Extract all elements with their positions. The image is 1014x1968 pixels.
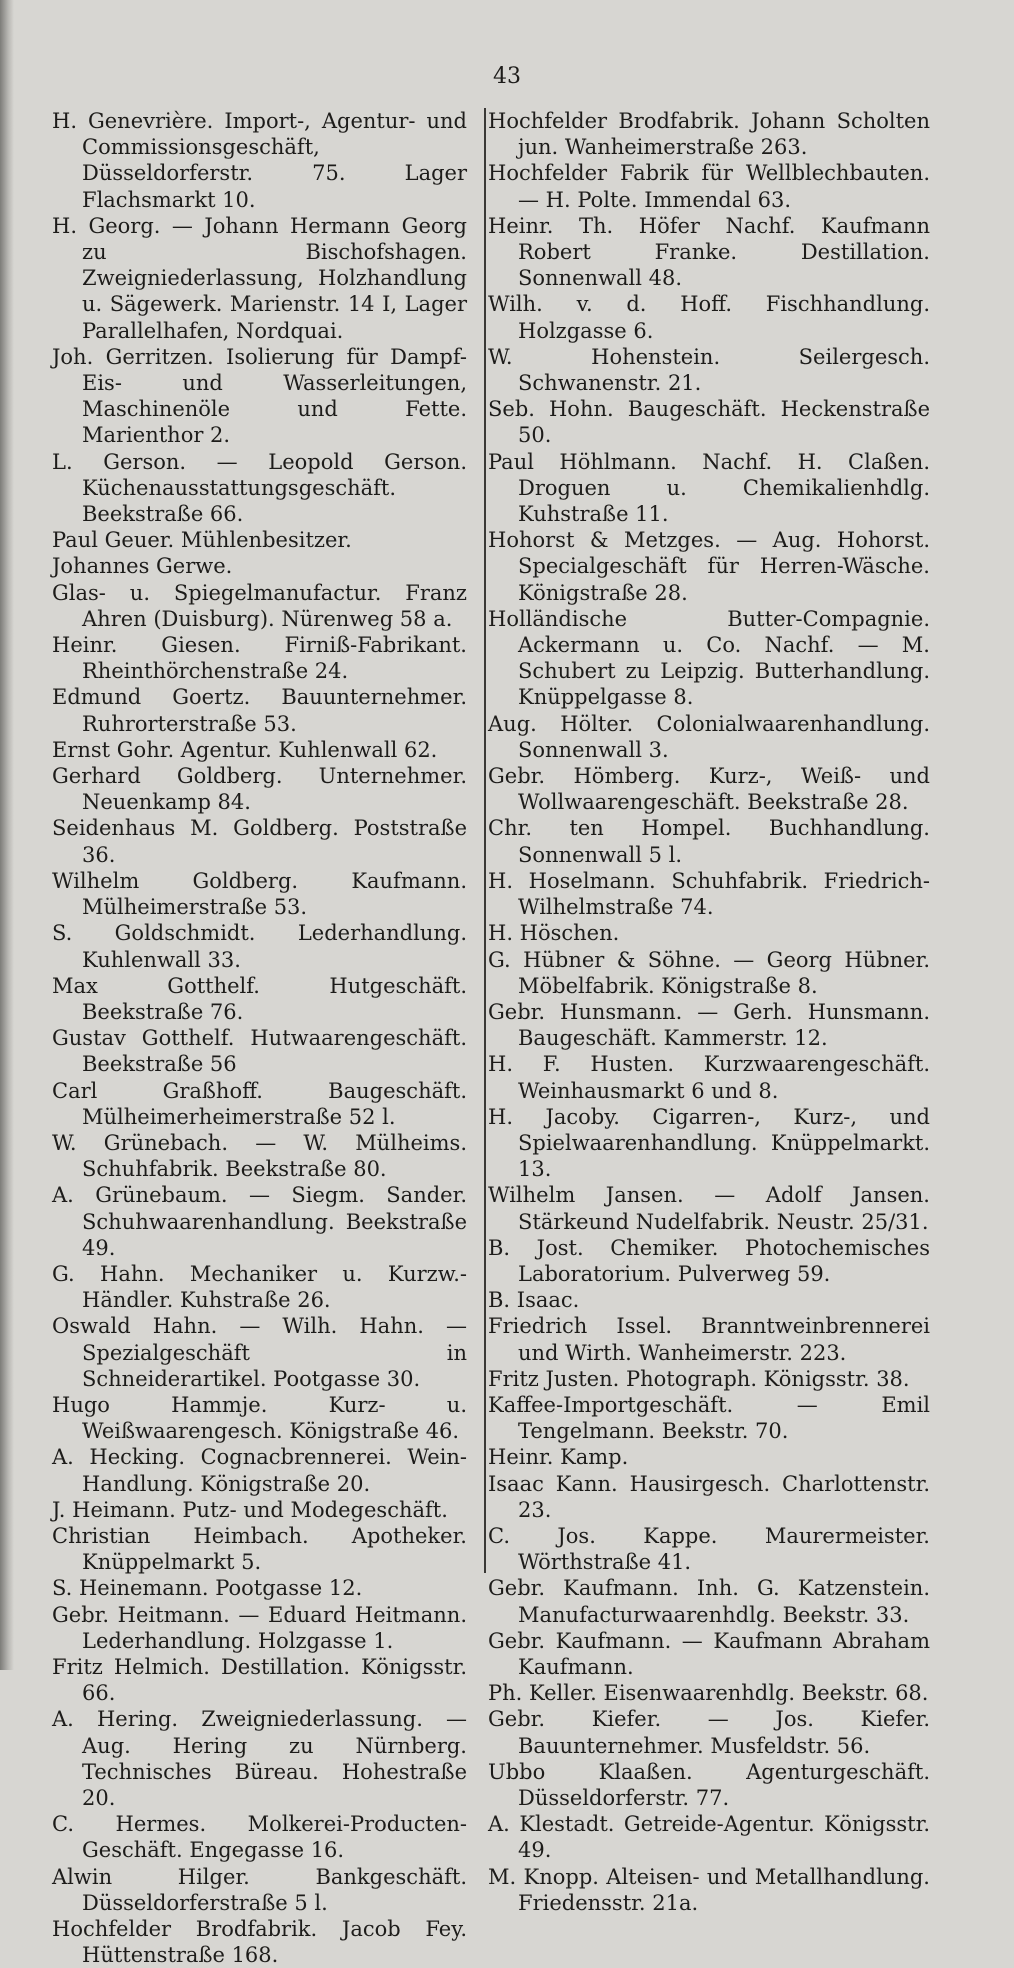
directory-entry: Edmund Goertz. Bauunternehmer. Ruhrorterstraße 53. [52,685,467,736]
directory-entry: Hugo Hammje. Kurz- u. Weißwaarengesch. Königstraße 46. [52,1392,467,1444]
directory-entry: Max Gotthelf. Hutgeschäft. Beekstraße 76. [52,973,467,1024]
directory-entry: Wilh. v. d. Hoff. Fischhandlung. Holzgasse 6. [488,292,930,343]
directory-entry: Isaac Kann. Hausirgesch. Charlottenstr. 23. [488,1471,930,1522]
directory-entry: J. Heimann. Putz- und Modegeschäft. [52,1497,448,1522]
directory-entry: Gebr. Hömberg. Kurz-, Weiß- und Wollwaarengeschäft. Beekstraße 28. [488,764,930,815]
directory-entry: Carl Graßhoff. Baugeschäft. Mülheimerheimerstraße 52 l. [52,1078,467,1129]
directory-entry: Ph. Keller. Eisenwaarenhdlg. Beekstr. 68. [488,1681,929,1706]
directory-entry: Oswald Hahn. — Wilh. Hahn. — Spezialgeschäft in Schneiderartikel. Pootgasse 30. [52,1314,467,1391]
directory-entry: Hochfelder Fabrik für Wellblechbauten. — H. Polte. Immendal 63. [488,161,930,212]
column-divider [484,108,486,1573]
directory-entry: Ubbo Klaaßen. Agenturgeschäft. Düsseldorferstr. 77. [488,1759,930,1810]
directory-entry: Gebr. Kiefer. — Jos. Kiefer. Bauunternehmer. Musfeldstr. 56. [488,1707,930,1758]
directory-entry: C. Jos. Kappe. Maurermeister. Wörthstraße 41. [488,1523,930,1575]
directory-entry: Kaffee-Importgeschäft. — Emil Tengelmann. Beekstr. 70. [488,1392,930,1444]
directory-entry: A. Klestadt. Getreide-Agentur. Königsstr. 49. [488,1812,930,1863]
directory-entry: C. Hermes. Molkerei-Producten-Geschäft. Engegasse 16. [52,1812,467,1863]
directory-entry: B. Jost. Chemiker. Photochemisches Laboratorium. Pulverweg 59. [488,1235,930,1286]
directory-entry: A. Grünebaum. — Siegm. Sander. Schuhwaarenhandlung. Beekstraße 49. [52,1183,467,1260]
directory-entry: Hohorst & Metzges. — Aug. Hohorst. Specialgeschäft für Herren-Wäsche. Königstraße 28. [488,528,930,605]
directory-entry: Hochfelder Brodfabrik. Jacob Fey. Hüttenstraße 168. [52,1917,467,1968]
directory-entry: H. Genevrière. Import-, Agentur- und Commissionsgeschäft, Düsseldorferstr. 75. Lager Flachsmarkt 10. [52,109,467,212]
directory-entry: B. Isaac. [488,1288,580,1313]
directory-entry: Gebr. Kaufmann. — Kaufmann Abraham Kaufmann. [488,1628,930,1679]
directory-entry: M. Knopp. Alteisen- und Metallhandlung. Friedensstr. 21a. [488,1864,930,1915]
directory-entry: Ernst Gohr. Agentur. Kuhlenwall 62. [52,737,438,762]
directory-entry: Seidenhaus M. Goldberg. Poststraße 36. [52,816,467,867]
directory-entry: Heinr. Kamp. [488,1445,629,1470]
directory-entry: G. Hahn. Mechaniker u. Kurzw.-Händler. Kuhstraße 26. [52,1261,467,1313]
directory-entry: H. Höschen. [488,921,620,946]
directory-entry: S. Heinemann. Pootgasse 12. [52,1576,363,1601]
directory-entry: Gebr. Heitmann. — Eduard Heitmann. Lederhandlung. Holzgasse 1. [52,1602,467,1653]
directory-entry: H. Georg. — Johann Hermann Georg zu Bischofshagen. Zweigniederlassung, Holzhandlung u. Sägewerk. Marienstr. 14 I, Lager Parallelhafen, Nordquai. [52,213,467,343]
directory-entry: A. Hecking. Cognacbrennerei. Wein-Handlung. Königstraße 20. [52,1445,467,1496]
directory-entry: S. Goldschmidt. Lederhandlung. Kuhlenwall 33. [52,921,467,972]
directory-entry: Alwin Hilger. Bankgeschäft. Düsseldorferstraße 5 l. [52,1864,467,1915]
directory-entry: Wilhelm Jansen. — Adolf Jansen. Stärkeund Nudelfabrik. Neustr. 25/31. [488,1183,930,1234]
directory-entry: W. Hohenstein. Seilergesch. Schwanenstr. 21. [488,344,930,396]
right-column [488,108,930,1916]
directory-entry: H. Hoselmann. Schuhfabrik. Friedrich-Wilhelmstraße 74. [488,868,930,920]
directory-entry: Christian Heimbach. Apotheker. Knüppelmarkt 5. [52,1523,467,1575]
directory-entry: Fritz Helmich. Destillation. Königsstr. 66. [52,1654,467,1706]
directory-entry: Heinr. Giesen. Firniß-Fabrikant. Rheinthörchenstraße 24. [52,633,467,684]
directory-entry: G. Hübner & Söhne. — Georg Hübner. Möbelfabrik. Königstraße 8. [488,947,930,998]
directory-entry: Johannes Gerwe. [52,554,233,579]
directory-entry: Hochfelder Brodfabrik. Johann Scholten jun. Wanheimerstraße 263. [488,109,930,160]
page-edge-shadow [0,0,14,1670]
directory-entry: Gebr. Kaufmann. Inh. G. Katzenstein. Manufacturwaarenhdlg. Beekstr. 33. [488,1576,930,1627]
page-number: 43 [493,64,521,89]
directory-entry: W. Grünebach. — W. Mülheims. Schuhfabrik. Beekstraße 80. [52,1130,467,1182]
directory-entry: L. Gerson. — Leopold Gerson. Küchenausstattungsgeschäft. Beekstraße 66. [52,449,467,527]
directory-entry: Chr. ten Hompel. Buchhandlung. Sonnenwall 5 l. [488,816,930,867]
directory-entry: Wilhelm Goldberg. Kaufmann. Mülheimerstraße 53. [52,868,467,920]
left-column [52,108,467,1968]
directory-entry: Glas- u. Spiegelmanufactur. Franz Ahren (Duisburg). Nürenweg 58 a. [52,580,467,631]
directory-entry: Paul Geuer. Mühlenbesitzer. [52,528,352,553]
directory-entry: Friedrich Issel. Branntweinbrennerei und Wirth. Wanheimerstr. 223. [488,1314,930,1365]
directory-entry: Seb. Hohn. Baugeschäft. Heckenstraße 50. [488,397,930,448]
directory-entry: Gebr. Hunsmann. — Gerh. Hunsmann. Baugeschäft. Kammerstr. 12. [488,999,930,1051]
directory-entry: Gustav Gotthelf. Hutwaarengeschäft. Beekstraße 56 [52,1026,467,1077]
directory-entry: Fritz Justen. Photograph. Königsstr. 38. [488,1366,910,1391]
directory-entry: Joh. Gerritzen. Isolierung für Dampf-Eis- und Wasserleitungen, Maschinenöle und Fette. Marienthor 2. [52,344,467,448]
directory-entry: A. Hering. Zweigniederlassung. — Aug. Hering zu Nürnberg. Technisches Büreau. Hohestraße 20. [52,1707,467,1810]
directory-entry: H. Jacoby. Cigarren-, Kurz-, und Spielwaarenhandlung. Knüppelmarkt. 13. [488,1104,930,1182]
directory-entry: Holländische Butter-Compagnie. Ackermann u. Co. Nachf. — M. Schubert zu Leipzig. Butterhandlung. Knüppelgasse 8. [488,606,930,710]
directory-entry: Paul Höhlmann. Nachf. H. Claßen. Droguen u. Chemikalienhdlg. Kuhstraße 11. [488,449,930,527]
directory-entry: Gerhard Goldberg. Unternehmer. Neuenkamp 84. [52,764,467,815]
directory-entry: H. F. Husten. Kurzwaarengeschäft. Weinhausmarkt 6 und 8. [488,1052,930,1103]
directory-entry: Heinr. Th. Höfer Nachf. Kaufmann Robert Franke. Destillation. Sonnenwall 48. [488,213,930,291]
directory-entry: Aug. Hölter. Colonialwaarenhandlung. Sonnenwall 3. [488,711,930,762]
